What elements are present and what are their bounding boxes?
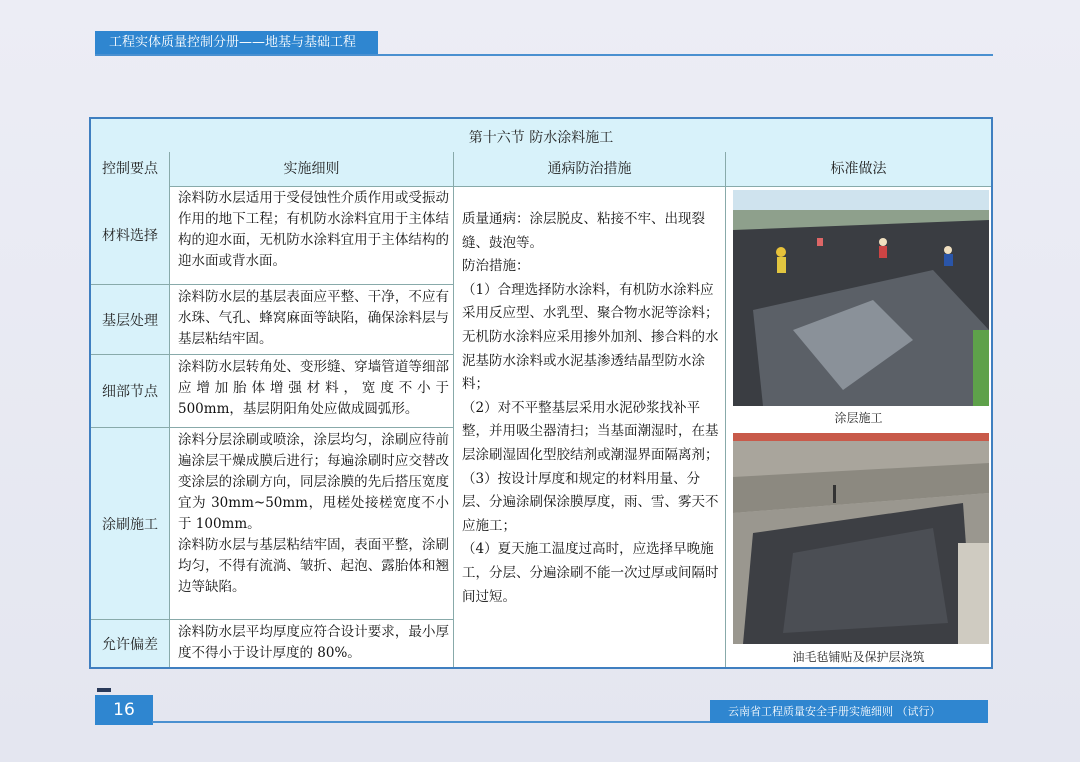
row-key-details: 细部节点 [91, 355, 170, 428]
column-header-control-point: 控制要点 [91, 152, 170, 186]
column-header-standard: 标准做法 [830, 161, 887, 177]
prevention-measures [454, 186, 726, 667]
row-key-material: 材料选择 [91, 186, 170, 285]
row-detail-application-part2: 涂料防水层与基层粘结牢固，表面平整，涂刷均匀，不得有流淌、皱折、起泡、露胎体和翘边等缺陷。 [178, 537, 449, 595]
measures-heading: 防治措施： [462, 258, 530, 275]
measures-item-4: （4）夏天施工温度过高时，应选择早晚施工，分层、分遍涂刷不能一次过厚或间隔时间过短。 [462, 541, 719, 605]
caption-coating: 涂层施工 [834, 411, 883, 425]
table-header-row [91, 152, 991, 187]
row-detail-tolerance: 涂料防水层平均厚度应符合设计要求，最小厚度不得小于设计厚度的 80%。 [170, 620, 454, 667]
felt-laying-photo [733, 433, 989, 644]
row-key-application: 涂刷施工 [91, 428, 170, 620]
footer-divider [152, 721, 710, 723]
row-detail-application [170, 428, 454, 620]
row-key-tolerance: 允许偏差 [91, 620, 170, 667]
row-detail-application-part1: 涂料分层涂刷或喷涂，涂层均匀，涂刷应待前遍涂层干燥成膜后进行；每遍涂刷时应交替改变涂层的涂刷方向，同层涂膜的先后搭压宽度宜为 30mm~50mm，甩槎处接槎宽度不小于 100mm。 [178, 432, 449, 532]
row-detail-details: 涂料防水层转角处、变形缝、穿墙管道等细部应增加胎体增强材料，宽度不小于 500mm，基层阴阳角处应做成圆弧形。 [170, 355, 454, 428]
row-key-substrate: 基层处理 [91, 285, 170, 355]
publication-title: 云南省工程质量安全手册实施细则 （试行） [710, 700, 988, 723]
measures-defects: 质量通病：涂层脱皮、粘接不牢、出现裂缝、鼓泡等。 [462, 211, 705, 251]
quality-control-table [89, 117, 993, 669]
caption-felt: 油毛毡铺贴及保护层浇筑 [792, 650, 925, 664]
measures-item-3: （3）按设计厚度和规定的材料用量、分层、分遍涂刷保涂膜厚度，雨、雪、雾天不应施工； [462, 470, 719, 534]
column-header-implementation: 实施细则 [170, 152, 454, 186]
coating-construction-photo [733, 190, 989, 406]
footer-marker [97, 688, 111, 692]
row-detail-material: 涂料防水层适用于受侵蚀性介质作用或受振动作用的地下工程；有机防水涂料宜用于主体结构的迎水面，无机防水涂料宜用于主体结构的迎水面或背水面。 [170, 186, 454, 285]
section-title: 第十六节 防水涂料施工 [91, 119, 991, 153]
measures-item-1: （1）合理选择防水涂料，有机防水涂料应采用反应型、水乳型、聚合物水泥等涂料；无机防水涂料应采用掺外加剂、掺合料的水泥基防水涂料或水泥基渗透结晶型防水涂料； [462, 281, 719, 393]
page-number: 16 [95, 695, 153, 725]
column-header-prevention: 通病防治措施 [454, 152, 726, 186]
header-title: 工程实体质量控制分册——地基与基础工程 [95, 31, 378, 55]
measures-item-2: （2）对不平整基层采用水泥砂浆找补平整，并用吸尘器清扫；当基面潮湿时，在基层涂刷湿固化型胶结剂或潮湿界面隔离剂； [462, 399, 719, 463]
standard-practice [726, 186, 991, 667]
header-divider [95, 54, 993, 56]
row-detail-substrate: 涂料防水层的基层表面应平整、干净，不应有水珠、气孔、蜂窝麻面等缺陷，确保涂料层与基层粘结牢固。 [170, 285, 454, 355]
